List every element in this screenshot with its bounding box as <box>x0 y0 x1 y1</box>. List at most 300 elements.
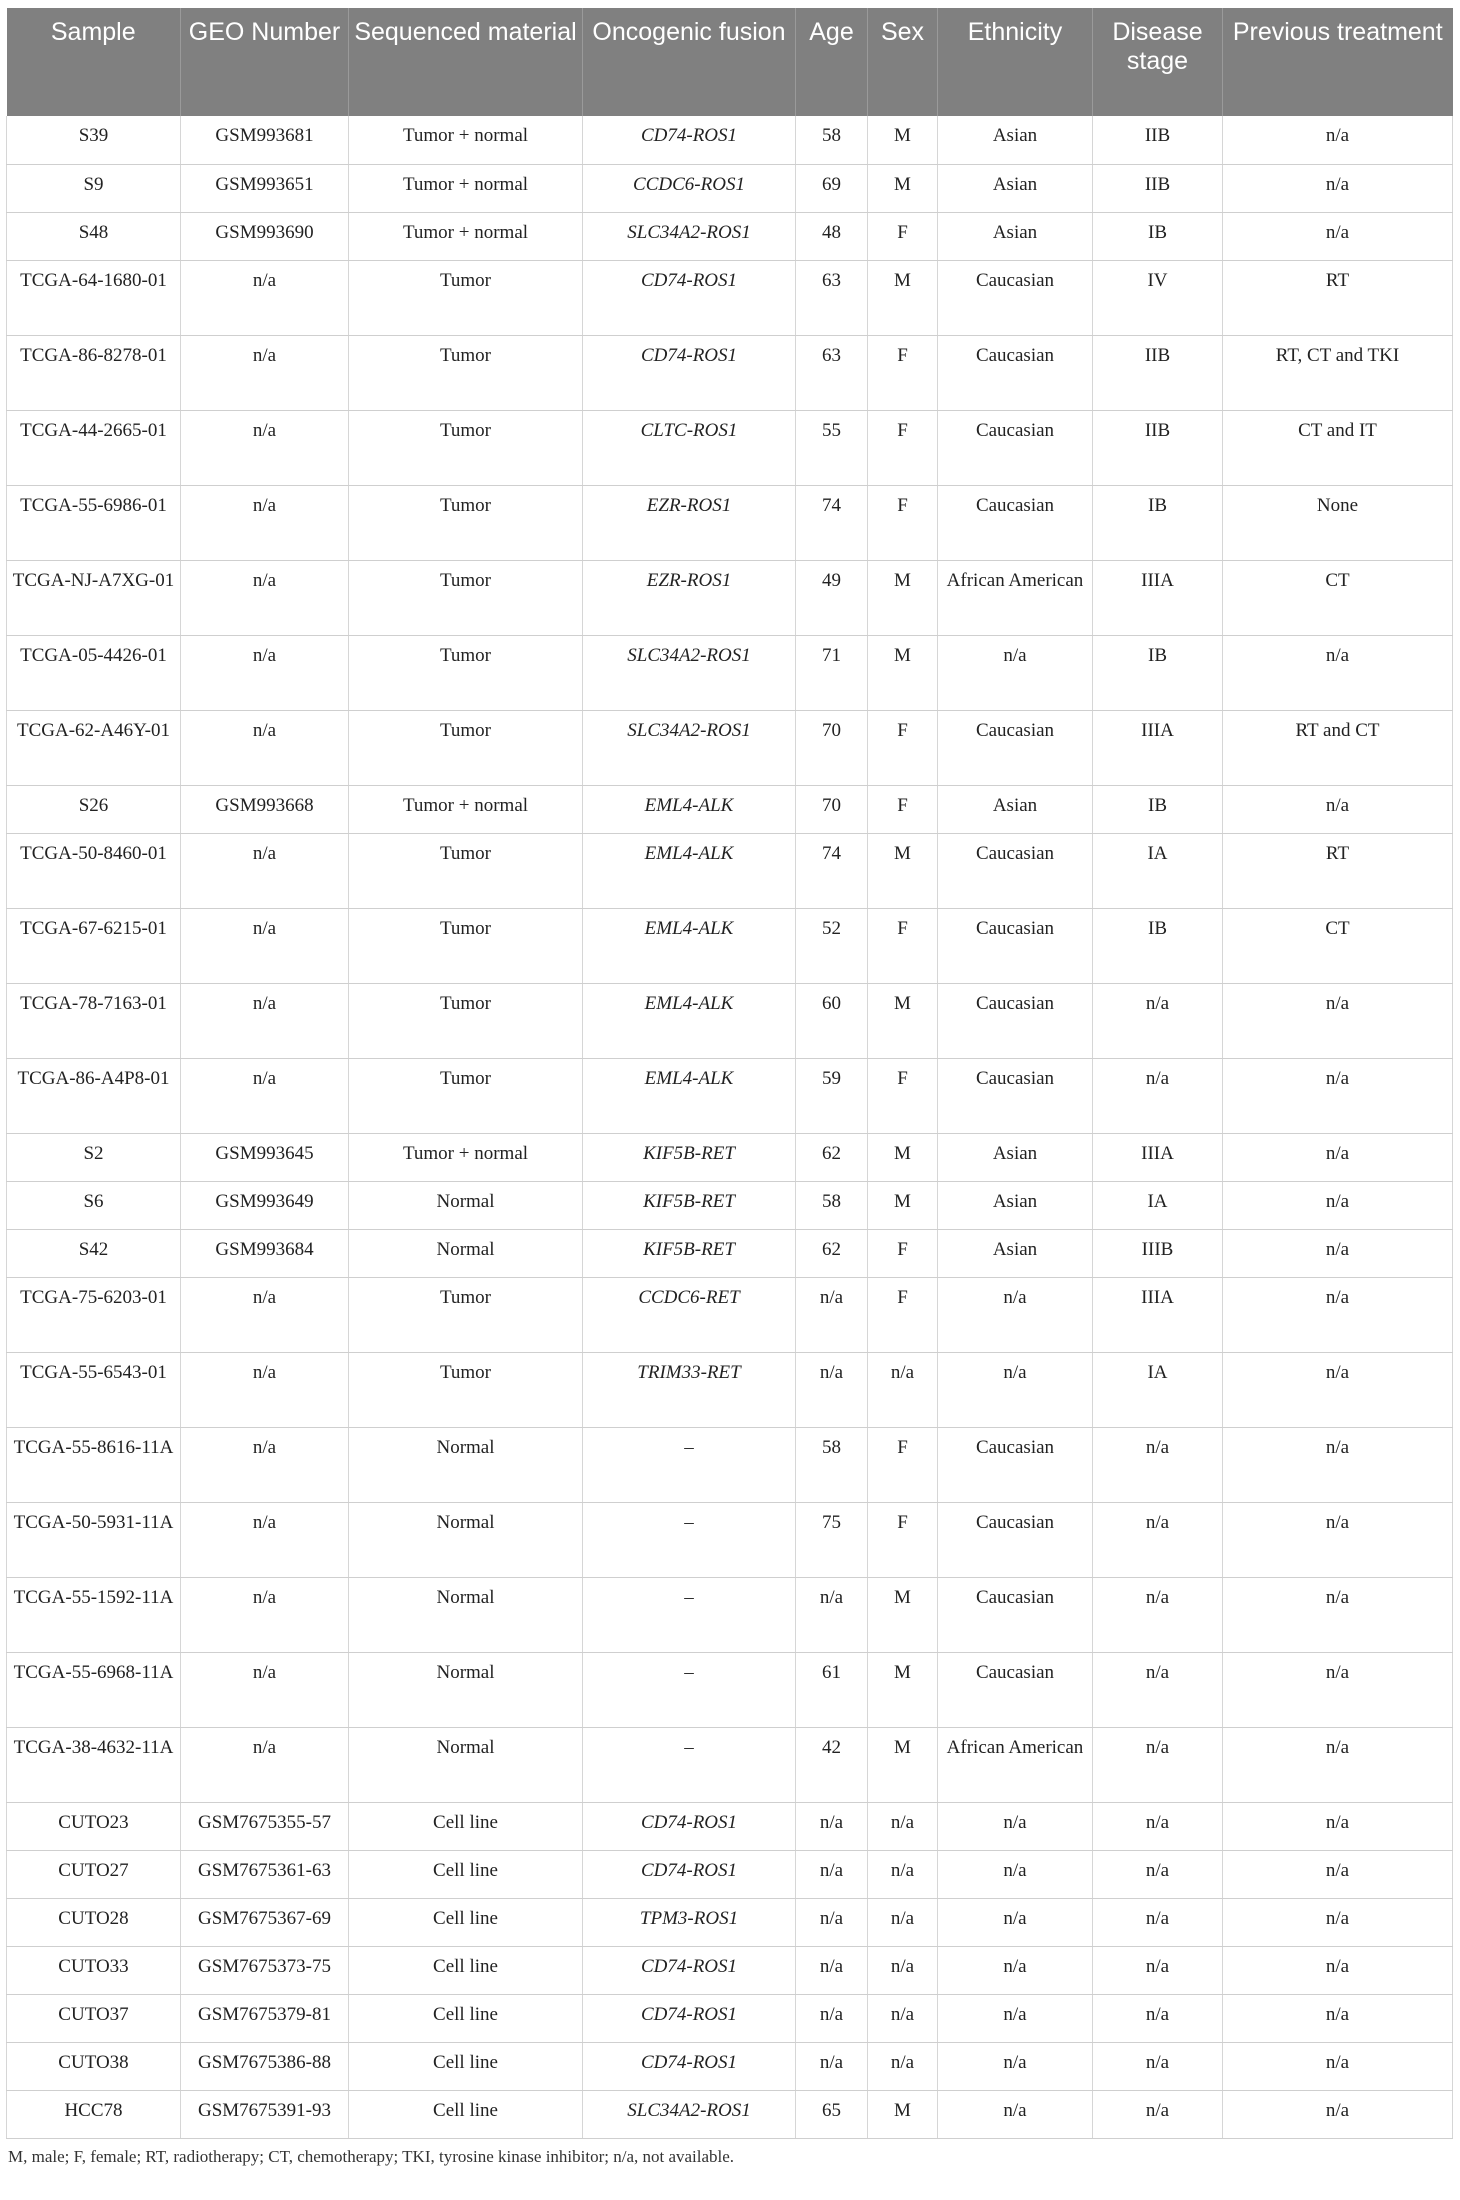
cell-oncogenic-fusion: SLC34A2-ROS1 <box>583 212 796 260</box>
cell-sex: F <box>868 485 938 560</box>
cell-age: 58 <box>796 1181 868 1229</box>
cell-sample: TCGA-50-5931-11A <box>7 1502 181 1577</box>
table-row <box>7 833 1453 908</box>
cell-geo-number: GSM993649 <box>181 1181 349 1229</box>
cell-geo-number: n/a <box>181 1277 349 1352</box>
cell-previous-treatment: n/a <box>1223 1427 1453 1502</box>
header-age: Age <box>796 8 868 116</box>
cell-age: 62 <box>796 1133 868 1181</box>
table-row <box>7 1994 1453 2042</box>
cell-previous-treatment: n/a <box>1223 1058 1453 1133</box>
cell-ethnicity: Caucasian <box>938 710 1093 785</box>
cell-geo-number: n/a <box>181 710 349 785</box>
cell-sex: M <box>868 1133 938 1181</box>
table-row <box>7 212 1453 260</box>
cell-disease-stage: IB <box>1093 485 1223 560</box>
cell-ethnicity: n/a <box>938 1946 1093 1994</box>
cell-sequenced-material: Normal <box>349 1427 583 1502</box>
cell-previous-treatment: n/a <box>1223 1727 1453 1802</box>
cell-oncogenic-fusion: KIF5B-RET <box>583 1133 796 1181</box>
cell-previous-treatment: n/a <box>1223 2042 1453 2090</box>
cell-oncogenic-fusion: CD74-ROS1 <box>583 116 796 164</box>
cell-geo-number: n/a <box>181 983 349 1058</box>
cell-age: 62 <box>796 1229 868 1277</box>
cell-age: 74 <box>796 485 868 560</box>
cell-ethnicity: n/a <box>938 1898 1093 1946</box>
cell-oncogenic-fusion: CCDC6-ROS1 <box>583 164 796 212</box>
cell-sequenced-material: Tumor + normal <box>349 164 583 212</box>
cell-age: 59 <box>796 1058 868 1133</box>
cell-geo-number: n/a <box>181 833 349 908</box>
cell-sequenced-material: Normal <box>349 1652 583 1727</box>
cell-sex: F <box>868 1427 938 1502</box>
cell-sample: S6 <box>7 1181 181 1229</box>
cell-sex: n/a <box>868 1898 938 1946</box>
cell-oncogenic-fusion: EML4-ALK <box>583 908 796 983</box>
cell-sequenced-material: Tumor <box>349 1277 583 1352</box>
cell-oncogenic-fusion: CD74-ROS1 <box>583 260 796 335</box>
cell-ethnicity: Caucasian <box>938 485 1093 560</box>
cell-age: 52 <box>796 908 868 983</box>
cell-sequenced-material: Tumor <box>349 1058 583 1133</box>
table-row <box>7 1502 1453 1577</box>
cell-oncogenic-fusion: CLTC-ROS1 <box>583 410 796 485</box>
cell-sample: TCGA-05-4426-01 <box>7 635 181 710</box>
cell-geo-number: GSM993668 <box>181 785 349 833</box>
cell-sequenced-material: Normal <box>349 1229 583 1277</box>
cell-sample: TCGA-38-4632-11A <box>7 1727 181 1802</box>
cell-sample: S26 <box>7 785 181 833</box>
cell-disease-stage: IIB <box>1093 335 1223 410</box>
cell-ethnicity: n/a <box>938 1277 1093 1352</box>
table-row <box>7 1229 1453 1277</box>
cell-disease-stage: n/a <box>1093 1502 1223 1577</box>
cell-oncogenic-fusion: CD74-ROS1 <box>583 1946 796 1994</box>
cell-previous-treatment: n/a <box>1223 212 1453 260</box>
cell-geo-number: GSM7675361-63 <box>181 1850 349 1898</box>
cell-sequenced-material: Cell line <box>349 1994 583 2042</box>
header-sequenced-material: Sequenced material <box>349 8 583 116</box>
cell-sex: M <box>868 635 938 710</box>
cell-sequenced-material: Tumor <box>349 560 583 635</box>
cell-oncogenic-fusion: TPM3-ROS1 <box>583 1898 796 1946</box>
cell-ethnicity: Asian <box>938 1133 1093 1181</box>
cell-sample: CUTO27 <box>7 1850 181 1898</box>
cell-age: 63 <box>796 260 868 335</box>
cell-sequenced-material: Tumor + normal <box>349 1133 583 1181</box>
cell-sex: F <box>868 785 938 833</box>
table-row <box>7 1352 1453 1427</box>
cell-sample: CUTO38 <box>7 2042 181 2090</box>
cell-disease-stage: n/a <box>1093 1427 1223 1502</box>
cell-sample: TCGA-55-6986-01 <box>7 485 181 560</box>
cell-sample: TCGA-55-1592-11A <box>7 1577 181 1652</box>
cell-sequenced-material: Tumor + normal <box>349 116 583 164</box>
cell-oncogenic-fusion: – <box>583 1502 796 1577</box>
cell-sample: S39 <box>7 116 181 164</box>
cell-ethnicity: Asian <box>938 212 1093 260</box>
cell-sequenced-material: Tumor + normal <box>349 212 583 260</box>
cell-disease-stage: IA <box>1093 833 1223 908</box>
cell-oncogenic-fusion: – <box>583 1652 796 1727</box>
table-row <box>7 1427 1453 1502</box>
cell-sex: M <box>868 1577 938 1652</box>
cell-geo-number: GSM993681 <box>181 116 349 164</box>
header-previous-treatment: Previous treatment <box>1223 8 1453 116</box>
cell-disease-stage: IIB <box>1093 410 1223 485</box>
cell-ethnicity: Asian <box>938 116 1093 164</box>
cell-previous-treatment: n/a <box>1223 983 1453 1058</box>
cell-age: 63 <box>796 335 868 410</box>
cell-age: 74 <box>796 833 868 908</box>
cell-geo-number: GSM7675367-69 <box>181 1898 349 1946</box>
cell-sex: M <box>868 1727 938 1802</box>
header-sex: Sex <box>868 8 938 116</box>
cell-sequenced-material: Normal <box>349 1727 583 1802</box>
cell-sequenced-material: Tumor <box>349 635 583 710</box>
cell-ethnicity: Caucasian <box>938 335 1093 410</box>
cell-previous-treatment: CT <box>1223 560 1453 635</box>
cell-disease-stage: IIB <box>1093 164 1223 212</box>
cell-oncogenic-fusion: EML4-ALK <box>583 1058 796 1133</box>
cell-geo-number: n/a <box>181 1727 349 1802</box>
cell-previous-treatment: n/a <box>1223 1502 1453 1577</box>
cell-age: n/a <box>796 1802 868 1850</box>
cell-previous-treatment: CT and IT <box>1223 410 1453 485</box>
cell-sample: TCGA-78-7163-01 <box>7 983 181 1058</box>
cell-sample: S42 <box>7 1229 181 1277</box>
cell-sample: CUTO23 <box>7 1802 181 1850</box>
cell-age: 60 <box>796 983 868 1058</box>
cell-sample: TCGA-NJ-A7XG-01 <box>7 560 181 635</box>
table-row <box>7 560 1453 635</box>
cell-disease-stage: IB <box>1093 212 1223 260</box>
cell-sex: F <box>868 710 938 785</box>
cell-sex: F <box>868 908 938 983</box>
cell-previous-treatment: n/a <box>1223 1181 1453 1229</box>
cell-disease-stage: n/a <box>1093 1058 1223 1133</box>
cell-sex: F <box>868 1277 938 1352</box>
header-geo-number: GEO Number <box>181 8 349 116</box>
cell-geo-number: n/a <box>181 485 349 560</box>
cell-ethnicity: n/a <box>938 1352 1093 1427</box>
header-row <box>7 8 1453 116</box>
cell-ethnicity: Caucasian <box>938 908 1093 983</box>
cell-previous-treatment: n/a <box>1223 1577 1453 1652</box>
cell-ethnicity: n/a <box>938 1994 1093 2042</box>
cell-sample: TCGA-67-6215-01 <box>7 908 181 983</box>
cell-geo-number: GSM7675391-93 <box>181 2090 349 2138</box>
cell-ethnicity: Caucasian <box>938 410 1093 485</box>
cell-ethnicity: Asian <box>938 1229 1093 1277</box>
cell-disease-stage: IIIB <box>1093 1229 1223 1277</box>
cell-age: 48 <box>796 212 868 260</box>
cell-sex: M <box>868 1181 938 1229</box>
cell-sequenced-material: Tumor + normal <box>349 785 583 833</box>
cell-previous-treatment: None <box>1223 485 1453 560</box>
cell-sample: TCGA-55-6543-01 <box>7 1352 181 1427</box>
cell-oncogenic-fusion: CD74-ROS1 <box>583 2042 796 2090</box>
cell-oncogenic-fusion: CCDC6-RET <box>583 1277 796 1352</box>
table-row <box>7 116 1453 164</box>
cell-sequenced-material: Tumor <box>349 485 583 560</box>
table-row <box>7 1277 1453 1352</box>
cell-disease-stage: n/a <box>1093 1898 1223 1946</box>
cell-sequenced-material: Tumor <box>349 410 583 485</box>
table-row <box>7 1802 1453 1850</box>
cell-disease-stage: n/a <box>1093 1652 1223 1727</box>
cell-ethnicity: Caucasian <box>938 1427 1093 1502</box>
cell-age: 70 <box>796 710 868 785</box>
cell-geo-number: n/a <box>181 1577 349 1652</box>
cell-age: 58 <box>796 1427 868 1502</box>
cell-previous-treatment: n/a <box>1223 1994 1453 2042</box>
cell-sex: F <box>868 1502 938 1577</box>
cell-age: 69 <box>796 164 868 212</box>
cell-sample: TCGA-55-6968-11A <box>7 1652 181 1727</box>
cell-age: n/a <box>796 1352 868 1427</box>
table-container <box>6 8 1452 2167</box>
cell-ethnicity: Caucasian <box>938 260 1093 335</box>
cell-sample: TCGA-86-A4P8-01 <box>7 1058 181 1133</box>
cell-geo-number: n/a <box>181 1058 349 1133</box>
cell-age: 75 <box>796 1502 868 1577</box>
cell-ethnicity: n/a <box>938 635 1093 710</box>
cell-geo-number: GSM7675355-57 <box>181 1802 349 1850</box>
cell-sample: TCGA-44-2665-01 <box>7 410 181 485</box>
table-row <box>7 1946 1453 1994</box>
table-row <box>7 1181 1453 1229</box>
cell-age: 42 <box>796 1727 868 1802</box>
cell-geo-number: n/a <box>181 1652 349 1727</box>
cell-age: 65 <box>796 2090 868 2138</box>
cell-sequenced-material: Cell line <box>349 1898 583 1946</box>
cell-oncogenic-fusion: CD74-ROS1 <box>583 335 796 410</box>
cell-geo-number: GSM993651 <box>181 164 349 212</box>
cell-sample: CUTO28 <box>7 1898 181 1946</box>
cell-previous-treatment: RT and CT <box>1223 710 1453 785</box>
cell-sequenced-material: Normal <box>349 1577 583 1652</box>
cell-sex: M <box>868 164 938 212</box>
header-disease-stage: Disease stage <box>1093 8 1223 116</box>
cell-sex: n/a <box>868 2042 938 2090</box>
table-row <box>7 785 1453 833</box>
cell-previous-treatment: n/a <box>1223 635 1453 710</box>
cell-age: n/a <box>796 1850 868 1898</box>
table-row <box>7 1652 1453 1727</box>
cell-ethnicity: African American <box>938 1727 1093 1802</box>
cell-disease-stage: n/a <box>1093 1727 1223 1802</box>
cell-sample: TCGA-86-8278-01 <box>7 335 181 410</box>
cell-sequenced-material: Tumor <box>349 833 583 908</box>
cell-sequenced-material: Tumor <box>349 335 583 410</box>
table-row <box>7 983 1453 1058</box>
cell-ethnicity: Asian <box>938 785 1093 833</box>
cell-age: 49 <box>796 560 868 635</box>
cell-sex: F <box>868 335 938 410</box>
table-row <box>7 260 1453 335</box>
cell-sample: S9 <box>7 164 181 212</box>
cell-ethnicity: African American <box>938 560 1093 635</box>
cell-oncogenic-fusion: EML4-ALK <box>583 833 796 908</box>
cell-disease-stage: IV <box>1093 260 1223 335</box>
cell-sequenced-material: Cell line <box>349 1946 583 1994</box>
cell-age: n/a <box>796 1577 868 1652</box>
cell-previous-treatment: n/a <box>1223 1133 1453 1181</box>
cell-sex: F <box>868 410 938 485</box>
cell-sequenced-material: Cell line <box>349 1802 583 1850</box>
cell-geo-number: GSM7675379-81 <box>181 1994 349 2042</box>
cell-oncogenic-fusion: CD74-ROS1 <box>583 1994 796 2042</box>
cell-sample: HCC78 <box>7 2090 181 2138</box>
cell-sex: n/a <box>868 1946 938 1994</box>
cell-age: 71 <box>796 635 868 710</box>
cell-sample: TCGA-62-A46Y-01 <box>7 710 181 785</box>
cell-geo-number: n/a <box>181 1427 349 1502</box>
cell-sample: S2 <box>7 1133 181 1181</box>
table-row <box>7 335 1453 410</box>
cell-previous-treatment: n/a <box>1223 2090 1453 2138</box>
cell-sex: M <box>868 833 938 908</box>
cell-geo-number: n/a <box>181 1502 349 1577</box>
cell-sample: CUTO33 <box>7 1946 181 1994</box>
cell-ethnicity: Caucasian <box>938 983 1093 1058</box>
header-ethnicity: Ethnicity <box>938 8 1093 116</box>
cell-previous-treatment: RT <box>1223 833 1453 908</box>
cell-sample: TCGA-64-1680-01 <box>7 260 181 335</box>
cell-disease-stage: IA <box>1093 1352 1223 1427</box>
cell-oncogenic-fusion: SLC34A2-ROS1 <box>583 635 796 710</box>
cell-disease-stage: IIIA <box>1093 1277 1223 1352</box>
cell-ethnicity: n/a <box>938 1802 1093 1850</box>
cell-disease-stage: n/a <box>1093 2042 1223 2090</box>
cell-geo-number: n/a <box>181 635 349 710</box>
cell-age: n/a <box>796 1277 868 1352</box>
header-oncogenic-fusion: Oncogenic fusion <box>583 8 796 116</box>
cell-disease-stage: IIIA <box>1093 1133 1223 1181</box>
cell-oncogenic-fusion: – <box>583 1577 796 1652</box>
cell-ethnicity: n/a <box>938 2042 1093 2090</box>
header-sample: Sample <box>7 8 181 116</box>
cell-previous-treatment: n/a <box>1223 1652 1453 1727</box>
cell-disease-stage: IB <box>1093 785 1223 833</box>
cell-geo-number: n/a <box>181 1352 349 1427</box>
cell-age: 55 <box>796 410 868 485</box>
cell-sample: TCGA-75-6203-01 <box>7 1277 181 1352</box>
cell-previous-treatment: n/a <box>1223 1802 1453 1850</box>
cell-sex: F <box>868 212 938 260</box>
cell-ethnicity: Caucasian <box>938 1652 1093 1727</box>
cell-sex: n/a <box>868 1994 938 2042</box>
table-row <box>7 1058 1453 1133</box>
cell-disease-stage: n/a <box>1093 2090 1223 2138</box>
cell-previous-treatment: n/a <box>1223 785 1453 833</box>
cell-sex: M <box>868 983 938 1058</box>
cell-age: 58 <box>796 116 868 164</box>
cell-sequenced-material: Tumor <box>349 1352 583 1427</box>
cell-age: 61 <box>796 1652 868 1727</box>
cell-geo-number: n/a <box>181 260 349 335</box>
cell-previous-treatment: n/a <box>1223 1229 1453 1277</box>
cell-disease-stage: IIIA <box>1093 710 1223 785</box>
cell-geo-number: GSM993690 <box>181 212 349 260</box>
cell-sample: TCGA-50-8460-01 <box>7 833 181 908</box>
cell-oncogenic-fusion: – <box>583 1727 796 1802</box>
cell-previous-treatment: n/a <box>1223 1352 1453 1427</box>
cell-sex: F <box>868 1058 938 1133</box>
cell-previous-treatment: n/a <box>1223 1850 1453 1898</box>
cell-oncogenic-fusion: SLC34A2-ROS1 <box>583 710 796 785</box>
cell-sex: M <box>868 260 938 335</box>
cell-oncogenic-fusion: EML4-ALK <box>583 785 796 833</box>
cell-geo-number: GSM993645 <box>181 1133 349 1181</box>
cell-disease-stage: IB <box>1093 635 1223 710</box>
table-row <box>7 710 1453 785</box>
table-row <box>7 635 1453 710</box>
table-row <box>7 2042 1453 2090</box>
cell-disease-stage: n/a <box>1093 1850 1223 1898</box>
cell-sample: S48 <box>7 212 181 260</box>
cell-age: n/a <box>796 1994 868 2042</box>
cell-age: 70 <box>796 785 868 833</box>
cell-sequenced-material: Cell line <box>349 1850 583 1898</box>
cell-geo-number: GSM993684 <box>181 1229 349 1277</box>
sample-table <box>6 8 1453 2139</box>
cell-sex: M <box>868 560 938 635</box>
cell-disease-stage: n/a <box>1093 1577 1223 1652</box>
cell-ethnicity: Caucasian <box>938 1058 1093 1133</box>
cell-disease-stage: n/a <box>1093 1994 1223 2042</box>
cell-ethnicity: n/a <box>938 2090 1093 2138</box>
cell-previous-treatment: CT <box>1223 908 1453 983</box>
cell-oncogenic-fusion: CD74-ROS1 <box>583 1802 796 1850</box>
cell-disease-stage: n/a <box>1093 983 1223 1058</box>
table-row <box>7 485 1453 560</box>
cell-disease-stage: n/a <box>1093 1802 1223 1850</box>
cell-sequenced-material: Tumor <box>349 908 583 983</box>
cell-geo-number: n/a <box>181 908 349 983</box>
cell-sequenced-material: Cell line <box>349 2090 583 2138</box>
cell-oncogenic-fusion: EML4-ALK <box>583 983 796 1058</box>
cell-age: n/a <box>796 1898 868 1946</box>
cell-previous-treatment: n/a <box>1223 1898 1453 1946</box>
table-footnote: M, male; F, female; RT, radiotherapy; CT, chemotherapy; TKI, tyrosine kinase inhibitor; n/a, not available. <box>8 2146 735 2166</box>
cell-sex: M <box>868 116 938 164</box>
cell-disease-stage: IIIA <box>1093 560 1223 635</box>
cell-disease-stage: IB <box>1093 908 1223 983</box>
table-row <box>7 1850 1453 1898</box>
cell-geo-number: GSM7675386-88 <box>181 2042 349 2090</box>
cell-ethnicity: n/a <box>938 1850 1093 1898</box>
cell-sample: CUTO37 <box>7 1994 181 2042</box>
cell-geo-number: GSM7675373-75 <box>181 1946 349 1994</box>
cell-previous-treatment: RT <box>1223 260 1453 335</box>
cell-oncogenic-fusion: SLC34A2-ROS1 <box>583 2090 796 2138</box>
cell-previous-treatment: n/a <box>1223 116 1453 164</box>
cell-oncogenic-fusion: TRIM33-RET <box>583 1352 796 1427</box>
table-row <box>7 908 1453 983</box>
cell-sequenced-material: Cell line <box>349 2042 583 2090</box>
cell-oncogenic-fusion: CD74-ROS1 <box>583 1850 796 1898</box>
cell-geo-number: n/a <box>181 560 349 635</box>
cell-ethnicity: Caucasian <box>938 1502 1093 1577</box>
cell-sequenced-material: Tumor <box>349 260 583 335</box>
table-body <box>7 116 1453 2138</box>
table-row <box>7 164 1453 212</box>
cell-geo-number: n/a <box>181 335 349 410</box>
cell-geo-number: n/a <box>181 410 349 485</box>
table-row <box>7 410 1453 485</box>
